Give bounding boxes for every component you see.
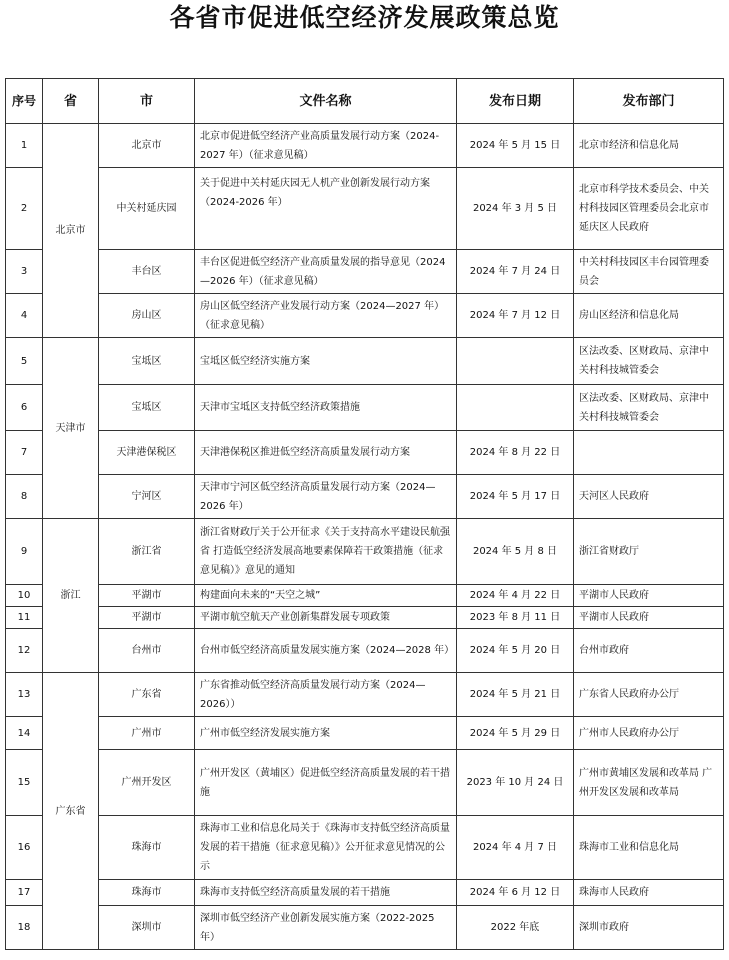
row-number: 7: [6, 431, 43, 475]
date-cell: 2024 年 4 月 7 日: [457, 816, 574, 880]
row-number: 2: [6, 168, 43, 250]
department-cell: 区法改委、区财政局、京津中关村科技城管委会: [574, 385, 724, 431]
department-cell: 广州市人民政府办公厅: [574, 717, 724, 750]
date-cell: 2024 年 4 月 22 日: [457, 585, 574, 607]
date-cell: 2023 年 8 月 11 日: [457, 607, 574, 629]
policy-table: [5, 78, 724, 950]
table-row: [6, 124, 724, 168]
table-row: [6, 475, 724, 519]
table-row: [6, 607, 724, 629]
header-date: 发布日期: [457, 79, 574, 124]
row-number: 11: [6, 607, 43, 629]
document-cell: 浙江省财政厅关于公开征求《关于支持高水平建设民航强省 打造低空经济发展高地要素保障若干政策措施（征求意见稿）》意见的通知: [195, 519, 457, 585]
city-cell: 天津港保税区: [99, 431, 195, 475]
department-cell: 中关村科技园区丰台园管理委员会: [574, 250, 724, 294]
table-row: [6, 750, 724, 816]
row-number: 3: [6, 250, 43, 294]
document-cell: 平湖市航空航天产业创新集群发展专项政策: [195, 607, 457, 629]
table-row: [6, 338, 724, 385]
document-cell: 天津市宁河区低空经济高质量发展行动方案（2024—2026 年）: [195, 475, 457, 519]
table-row: [6, 717, 724, 750]
table-row: [6, 673, 724, 717]
document-cell: 台州市低空经济高质量发展实施方案（2024—2028 年）: [195, 629, 457, 673]
row-number: 13: [6, 673, 43, 717]
document-cell: 天津港保税区推进低空经济高质量发展行动方案: [195, 431, 457, 475]
city-cell: 台州市: [99, 629, 195, 673]
document-cell: 天津市宝坻区支持低空经济政策措施: [195, 385, 457, 431]
row-number: 10: [6, 585, 43, 607]
city-cell: 宝坻区: [99, 338, 195, 385]
date-cell: [457, 338, 574, 385]
row-number: 16: [6, 816, 43, 880]
document-cell: 广州开发区（黄埔区）促进低空经济高质量发展的若干措施: [195, 750, 457, 816]
date-cell: 2024 年 5 月 17 日: [457, 475, 574, 519]
document-cell: 珠海市工业和信息化局关于《珠海市支持低空经济高质量发展的若干措施（征求意见稿）》公开征求意见情况的公示: [195, 816, 457, 880]
city-cell: 广东省: [99, 673, 195, 717]
department-cell: 广东省人民政府办公厅: [574, 673, 724, 717]
city-cell: 房山区: [99, 294, 195, 338]
province-cell: 天津市: [43, 338, 99, 519]
department-cell: 北京市经济和信息化局: [574, 124, 724, 168]
document-cell: 北京市促进低空经济产业高质量发展行动方案（2024-2027 年）（征求意见稿）: [195, 124, 457, 168]
row-number: 4: [6, 294, 43, 338]
city-cell: 深圳市: [99, 906, 195, 950]
date-cell: 2024 年 5 月 21 日: [457, 673, 574, 717]
department-cell: 台州市政府: [574, 629, 724, 673]
department-cell: 房山区经济和信息化局: [574, 294, 724, 338]
department-cell: 平湖市人民政府: [574, 585, 724, 607]
city-cell: 中关村延庆园: [99, 168, 195, 250]
table-row: [6, 294, 724, 338]
department-cell: 平湖市人民政府: [574, 607, 724, 629]
header-city: 市: [99, 79, 195, 124]
document-cell: 广州市低空经济发展实施方案: [195, 717, 457, 750]
table-row: [6, 385, 724, 431]
row-number: 8: [6, 475, 43, 519]
date-cell: 2024 年 6 月 12 日: [457, 880, 574, 906]
city-cell: 珠海市: [99, 816, 195, 880]
department-cell: 珠海市人民政府: [574, 880, 724, 906]
date-cell: 2022 年底: [457, 906, 574, 950]
date-cell: [457, 385, 574, 431]
table-row: [6, 629, 724, 673]
city-cell: 广州开发区: [99, 750, 195, 816]
department-cell: 区法改委、区财政局、京津中关村科技城管委会: [574, 338, 724, 385]
department-cell: 浙江省财政厅: [574, 519, 724, 585]
header-province: 省: [43, 79, 99, 124]
row-number: 15: [6, 750, 43, 816]
row-number: 9: [6, 519, 43, 585]
city-cell: 平湖市: [99, 607, 195, 629]
header-row: [6, 79, 724, 124]
date-cell: 2024 年 8 月 22 日: [457, 431, 574, 475]
row-number: 5: [6, 338, 43, 385]
row-number: 18: [6, 906, 43, 950]
table-row: [6, 250, 724, 294]
table-row: [6, 816, 724, 880]
table-row: [6, 519, 724, 585]
city-cell: 宝坻区: [99, 385, 195, 431]
department-cell: 天河区人民政府: [574, 475, 724, 519]
department-cell: 广州市黄埔区发展和改革局 广州开发区发展和改革局: [574, 750, 724, 816]
page-title: 各省市促进低空经济发展政策总览: [169, 3, 560, 32]
city-cell: 珠海市: [99, 880, 195, 906]
document-cell: 房山区低空经济产业发展行动方案（2024—2027 年）（征求意见稿）: [195, 294, 457, 338]
header-document: 文件名称: [195, 79, 457, 124]
department-cell: 珠海市工业和信息化局: [574, 816, 724, 880]
row-number: 17: [6, 880, 43, 906]
date-cell: 2024 年 5 月 20 日: [457, 629, 574, 673]
header-department: 发布部门: [574, 79, 724, 124]
table-row: [6, 906, 724, 950]
date-cell: 2024 年 5 月 8 日: [457, 519, 574, 585]
city-cell: 平湖市: [99, 585, 195, 607]
city-cell: 丰台区: [99, 250, 195, 294]
document-cell: 珠海市支持低空经济高质量发展的若干措施: [195, 880, 457, 906]
city-cell: 宁河区: [99, 475, 195, 519]
header-no: 序号: [6, 79, 43, 124]
row-number: 6: [6, 385, 43, 431]
document-cell: 深圳市低空经济产业创新发展实施方案（2022-2025 年）: [195, 906, 457, 950]
document-cell: 广东省推动低空经济高质量发展行动方案（2024—2026））: [195, 673, 457, 717]
date-cell: 2024 年 7 月 24 日: [457, 250, 574, 294]
province-cell: 浙江: [43, 519, 99, 673]
date-cell: 2024 年 5 月 29 日: [457, 717, 574, 750]
city-cell: 广州市: [99, 717, 195, 750]
city-cell: 浙江省: [99, 519, 195, 585]
row-number: 1: [6, 124, 43, 168]
document-cell: 关于促进中关村延庆园无人机产业创新发展行动方案（2024-2026 年）: [195, 168, 457, 250]
row-number: 12: [6, 629, 43, 673]
table-row: [6, 585, 724, 607]
document-cell: 丰台区促进低空经济产业高质量发展的指导意见（2024—2026 年）（征求意见稿）: [195, 250, 457, 294]
date-cell: 2023 年 10 月 24 日: [457, 750, 574, 816]
province-cell: 广东省: [43, 673, 99, 950]
document-cell: 宝坻区低空经济实施方案: [195, 338, 457, 385]
date-cell: 2024 年 3 月 5 日: [457, 168, 574, 250]
city-cell: 北京市: [99, 124, 195, 168]
table-row: [6, 431, 724, 475]
province-cell: 北京市: [43, 124, 99, 338]
date-cell: 2024 年 7 月 12 日: [457, 294, 574, 338]
row-number: 14: [6, 717, 43, 750]
department-cell: 深圳市政府: [574, 906, 724, 950]
department-cell: 北京市科学技术委员会、中关村科技园区管理委员会北京市延庆区人民政府: [574, 168, 724, 250]
table-row: [6, 880, 724, 906]
date-cell: 2024 年 5 月 15 日: [457, 124, 574, 168]
document-cell: 构建面向未来的“天空之城”: [195, 585, 457, 607]
department-cell: [574, 431, 724, 475]
table-row: [6, 168, 724, 250]
